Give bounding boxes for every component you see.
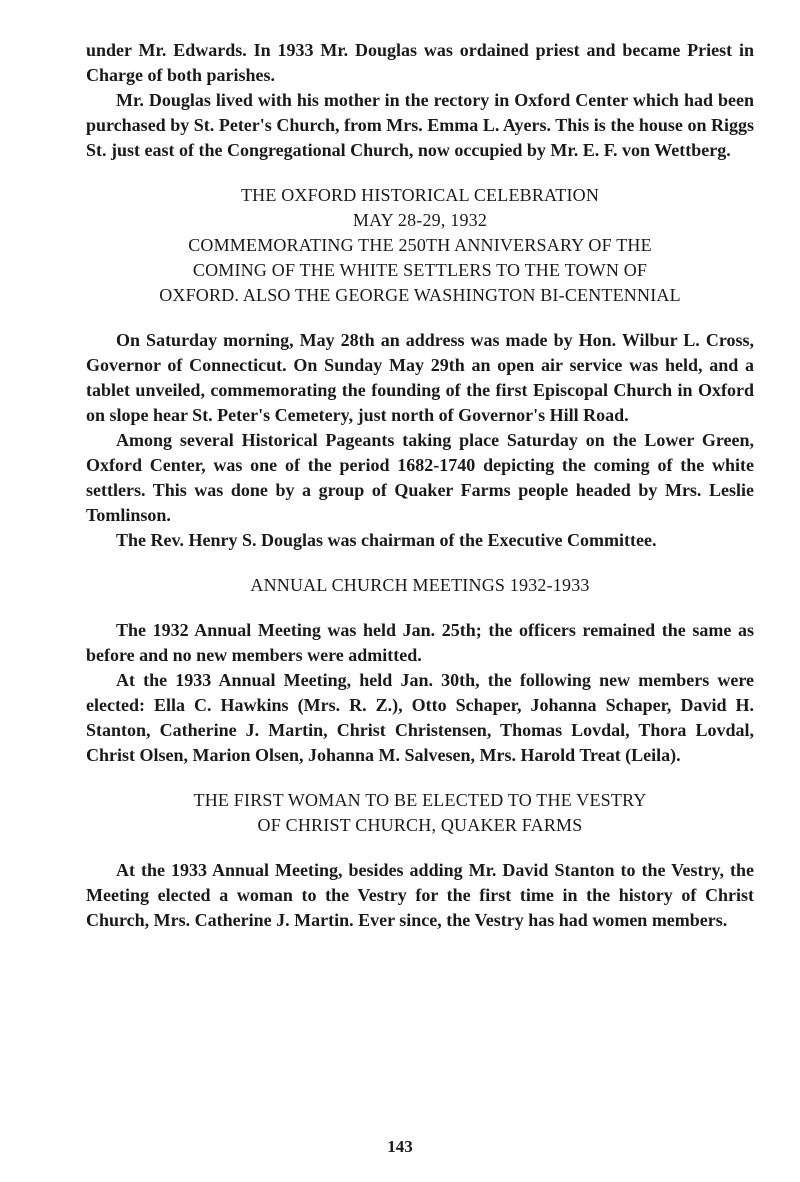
heading-line: OF CHRIST CHURCH, QUAKER FARMS bbox=[257, 815, 583, 835]
heading-line: THE OXFORD HISTORICAL CELEBRATION bbox=[240, 185, 600, 205]
section-heading-annual-meetings bbox=[86, 573, 754, 598]
section-heading-first-woman-vestry bbox=[86, 788, 754, 838]
heading-line: COMING OF THE WHITE SETTLERS TO THE TOWN OF bbox=[192, 260, 648, 280]
paragraph-meetings-1: The 1932 Annual Meeting was held Jan. 25th; the officers remained the same as before and no new members were admitted. bbox=[86, 620, 754, 665]
heading-line: OXFORD. ALSO THE GEORGE WASHINGTON BI-CENTENNIAL bbox=[159, 285, 681, 305]
paragraph-intro-1: under Mr. Edwards. In 1933 Mr. Douglas was ordained priest and became Priest in Charge of both parishes. bbox=[86, 40, 754, 85]
heading-line: ANNUAL CHURCH MEETINGS 1932-1933 bbox=[250, 575, 590, 595]
heading-line: MAY 28-29, 1932 bbox=[352, 210, 488, 230]
section-heading-oxford-celebration bbox=[86, 183, 754, 308]
paragraph-celebration-2: Among several Historical Pageants taking place Saturday on the Lower Green, Oxford Center, was one of the period 1682-1740 depicting the coming of the white settlers. This was done by a group of Quaker Farms people headed by Mrs. Leslie Tomlinson. bbox=[86, 430, 754, 525]
heading-line: COMMEMORATING THE 250TH ANNIVERSARY OF THE bbox=[188, 235, 652, 255]
paragraph-celebration-3: The Rev. Henry S. Douglas was chairman of the Executive Committee. bbox=[116, 530, 657, 550]
paragraph-celebration-1: On Saturday morning, May 28th an address was made by Hon. Wilbur L. Cross, Governor of Connecticut. On Sunday May 29th an open air service was held, and a tablet unveiled, commemorating the founding of the first Episcopal Church in Oxford on slope hear St. Peter's Cemetery, just north of Governor's Hill Road. bbox=[86, 330, 754, 425]
paragraph-intro-2: Mr. Douglas lived with his mother in the rectory in Oxford Center which had been purchased by St. Peter's Church, from Mrs. Emma L. Ayers. This is the house on Riggs St. just east of the Congregational Church, now occupied by Mr. E. F. von Wettberg. bbox=[86, 90, 754, 160]
page-number: 143 bbox=[387, 1137, 413, 1156]
document-page bbox=[86, 38, 754, 933]
paragraph-meetings-2: At the 1933 Annual Meeting, held Jan. 30th, the following new members were elected: Ella C. Hawkins (Mrs. R. Z.), Otto Schaper, Johanna Schaper, David H. Stanton, Catherine J. Martin, Christ Christensen, Thomas Lovdal, Thora Lovdal, Christ Olsen, Marion Olsen, Johanna M. Salvesen, Mrs. Harold Treat (Leila). bbox=[86, 670, 754, 765]
paragraph-vestry-1: At the 1933 Annual Meeting, besides adding Mr. David Stanton to the Vestry, the Meeting elected a woman to the Vestry for the first time in the history of Christ Church, Mrs. Catherine J. Martin. Ever since, the Vestry has had women members. bbox=[86, 860, 754, 930]
heading-line: THE FIRST WOMAN TO BE ELECTED TO THE VESTRY bbox=[193, 790, 647, 810]
